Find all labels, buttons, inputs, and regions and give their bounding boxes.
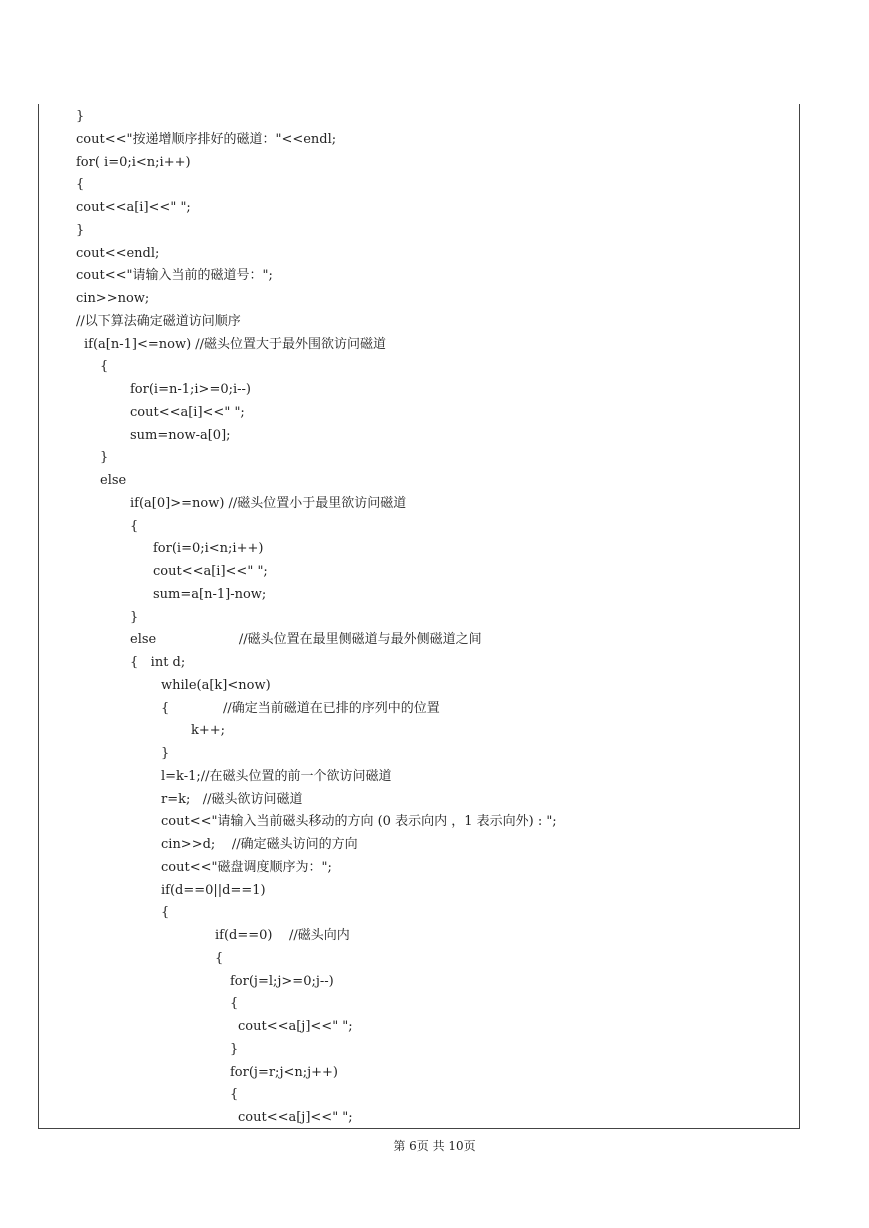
- code-line: {: [76, 177, 85, 192]
- code-line: }: [230, 1042, 239, 1057]
- code-line: for( i=0;i<n;i++): [76, 155, 191, 170]
- page-footer: 第 6页 共 10页: [393, 1139, 476, 1153]
- code-line: else //磁头位置在最里侧磁道与最外侧磁道之间: [130, 632, 482, 647]
- code-line: {: [130, 519, 139, 534]
- code-line: cout<<"按递增顺序排好的磁道："<<endl;: [76, 132, 337, 147]
- code-line: {: [215, 951, 224, 966]
- code-line: cout<<endl;: [76, 246, 160, 261]
- code-line: if(a[n-1]<=now) //磁头位置大于最外围欲访问磁道: [84, 337, 387, 352]
- code-line: if(d==0) //磁头向内: [215, 928, 350, 943]
- code-line: if(a[0]>=now) //磁头位置小于最里欲访问磁道: [130, 496, 407, 511]
- code-line: cout<<"磁盘调度顺序为：";: [161, 860, 332, 875]
- code-line: { int d;: [130, 655, 186, 670]
- code-line: {: [230, 1087, 239, 1102]
- code-line: sum=a[n-1]-now;: [153, 587, 267, 602]
- code-line: }: [76, 223, 85, 238]
- code-line: l=k-1;//在磁头位置的前一个欲访问磁道: [161, 769, 392, 784]
- code-line: cout<<a[j]<<" ";: [238, 1019, 353, 1034]
- code-line: { //确定当前磁道在已排的序列中的位置: [161, 701, 440, 716]
- code-line: }: [76, 109, 85, 124]
- code-line: {: [100, 359, 109, 374]
- code-line: cout<<a[j]<<" ";: [238, 1110, 353, 1125]
- code-line: while(a[k]<now): [161, 678, 271, 693]
- code-line: else: [100, 473, 127, 488]
- code-line: cout<<"请输入当前的磁道号：";: [76, 268, 273, 283]
- code-line: k++;: [191, 723, 226, 738]
- code-line: }: [161, 746, 170, 761]
- code-line: for(j=r;j<n;j++): [230, 1065, 339, 1080]
- code-line: cout<<a[i]<<" ";: [153, 564, 268, 579]
- code-line: cout<<"请输入当前磁头移动的方向 (0 表示向内 ，1 表示向外) : ";: [161, 814, 557, 829]
- code-line: if(d==0||d==1): [161, 883, 266, 898]
- code-line: for(i=0;i<n;i++): [153, 541, 264, 556]
- code-line: cout<<a[i]<<" ";: [130, 405, 245, 420]
- code-line: r=k; //磁头欲访问磁道: [161, 792, 303, 807]
- code-line: cout<<a[i]<<" ";: [76, 200, 191, 215]
- code-comment: //以下算法确定磁道访问顺序: [76, 314, 241, 329]
- code-line: cin>>d; //确定磁头访问的方向: [161, 837, 358, 852]
- code-line: for(j=l;j>=0;j--): [230, 974, 334, 989]
- code-line: }: [100, 450, 109, 465]
- code-line: for(i=n-1;i>=0;i--): [130, 382, 251, 397]
- code-line: sum=now-a[0];: [130, 428, 231, 443]
- code-line: }: [130, 610, 139, 625]
- code-line: cin>>now;: [76, 291, 150, 306]
- code-line: {: [161, 905, 170, 920]
- code-line: {: [230, 996, 239, 1011]
